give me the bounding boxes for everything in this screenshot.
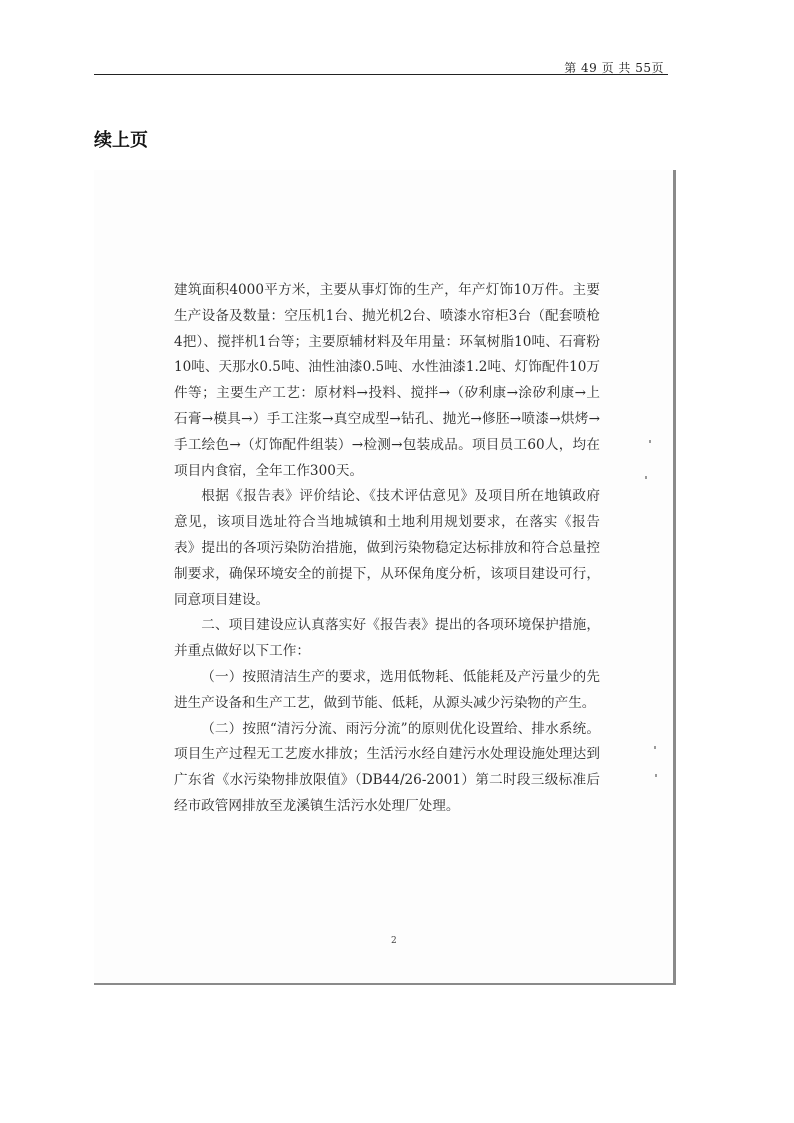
scan-page-number: 2 — [391, 936, 397, 946]
paragraph-project-overview: 建筑面积4000平方米，主要从事灯饰的生产，年产灯饰10万件。主要生产设备及数量：空压机1台、抛光机2台、喷漆水帘柜3台（配套喷枪4把）、搅拌机1台等；主要原辅材料及年用量：环氧树脂10吨、石膏粉10吨、天那水0.5吨、油性油漆0.5吨、水性油漆1.2吨、灯饰配件10万件等；主要生产工艺：原材料→投料、搅拌→（矽利康→涂矽利康→上石膏→模具→）手工注浆→真空成型→钻孔、抛光→修胚→喷漆→烘烤→手工绘色→（灯饰配件组装）→检测→包装成品。项目员工60人，均在项目内食宿，全年工作300天。 — [174, 282, 600, 479]
page-header — [94, 58, 668, 75]
paragraph-water-system: （二）按照“清污分流、雨污分流”的原则优化设置给、排水系统。项目生产过程无工艺废水排放；生活污水经自建污水处理设施处理达到广东省《水污染物排放限值》（DB44/26-2001）第二时段三级标准后经市政管网排放至龙溪镇生活污水处理厂处理。 — [174, 720, 600, 814]
paragraph-approval-conclusion: 根据《报告表》评价结论、《技术评估意见》及项目所在地镇政府意见，该项目选址符合当地城镇和土地利用规划要求，在落实《报告表》提出的各项污染防治措施，做到污染物稳定达标排放和符合总量控制要求，确保环境安全的前提下，从环保角度分析，该项目建设可行，同意项目建设。 — [174, 488, 600, 608]
scan-speck — [654, 746, 656, 749]
scanned-document-image — [94, 170, 676, 985]
scan-speck — [645, 476, 647, 479]
scan-speck — [655, 774, 657, 777]
paragraph-section-two-heading: 二、项目建设应认真落实好《报告表》提出的各项环境保护措施，并重点做好以下工作： — [174, 617, 600, 660]
continued-label: 续上页 — [94, 130, 148, 151]
paragraph-clean-production: （一）按照清洁生产的要求，选用低物耗、低能耗及产污量少的先进生产设备和生产工艺，做到节能、低耗，从源头减少污染物的产生。 — [174, 668, 600, 711]
scan-speck — [649, 440, 651, 443]
page-number: 第 49 页 共 55页 — [564, 61, 664, 75]
scanned-body-text — [174, 278, 600, 820]
